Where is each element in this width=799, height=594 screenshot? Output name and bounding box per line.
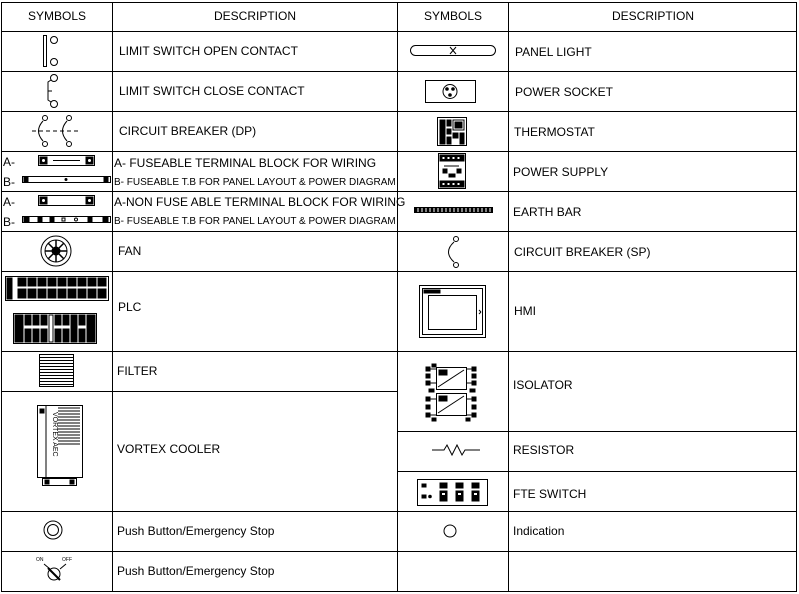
power-supply-icon bbox=[437, 152, 469, 190]
plc-icon bbox=[3, 274, 111, 349]
desc-filter: FILTER bbox=[117, 364, 158, 378]
desc-limit-switch-open: LIMIT SWITCH OPEN CONTACT bbox=[119, 44, 298, 58]
symbol-tag-a-2: A- bbox=[3, 195, 15, 209]
desc-resistor: RESISTOR bbox=[513, 443, 575, 457]
desc-limit-switch-close: LIMIT SWITCH CLOSE CONTACT bbox=[119, 84, 305, 98]
fte-switch-icon bbox=[416, 478, 490, 508]
desc-circuit-breaker-sp: CIRCUIT BREAKER (SP) bbox=[514, 245, 651, 259]
desc-power-socket: POWER SOCKET bbox=[515, 85, 614, 99]
header-symbols-right: SYMBOLS bbox=[423, 9, 483, 23]
vortex-cooler-icon bbox=[36, 404, 84, 488]
selector-switch-icon bbox=[28, 553, 82, 589]
filter-icon bbox=[38, 353, 76, 389]
desc-push-button-1: Push Button/Emergency Stop bbox=[117, 524, 275, 538]
hmi-icon bbox=[418, 284, 490, 340]
fan-icon bbox=[38, 235, 74, 269]
desc-nonfuse-tb-b: B- FUSEABLE T.B FOR PANEL LAYOUT & POWER DIAGRAM bbox=[114, 216, 396, 227]
desc-vortex-cooler: VORTEX COOLER bbox=[117, 442, 221, 456]
desc-earth-bar: EARTH BAR bbox=[513, 205, 582, 219]
desc-panel-light: PANEL LIGHT bbox=[515, 45, 592, 59]
desc-plc: PLC bbox=[118, 300, 142, 314]
desc-fuseable-tb-a: A- FUSEABLE TERMINAL BLOCK FOR WIRING bbox=[114, 156, 377, 170]
header-description-right: DESCRIPTION bbox=[611, 9, 694, 23]
selector-off-label: OFF bbox=[62, 557, 72, 563]
desc-fuseable-tb-b: B- FUSEABLE T.B FOR PANEL LAYOUT & POWER DIAGRAM bbox=[114, 177, 396, 188]
header-description-left: DESCRIPTION bbox=[213, 9, 296, 23]
power-socket-icon bbox=[424, 79, 478, 105]
limit-switch-close-icon bbox=[38, 73, 68, 109]
desc-push-button-2: Push Button/Emergency Stop bbox=[117, 564, 275, 578]
indication-lamp-icon bbox=[440, 521, 460, 541]
desc-power-supply: POWER SUPPLY bbox=[513, 165, 609, 179]
limit-switch-open-icon bbox=[38, 33, 68, 69]
header-symbols-left: SYMBOLS bbox=[27, 9, 87, 23]
push-button-icon bbox=[40, 517, 66, 543]
desc-isolator: ISOLATOR bbox=[513, 378, 573, 392]
desc-indication: Indication bbox=[513, 524, 565, 538]
thermostat-icon bbox=[436, 116, 470, 148]
symbol-tag-b-2: B- bbox=[3, 215, 15, 229]
desc-fan: FAN bbox=[118, 244, 142, 258]
panel-light-icon bbox=[408, 43, 498, 61]
earth-bar-icon bbox=[412, 204, 496, 216]
desc-nonfuse-tb-a: A-NON FUSE ABLE TERMINAL BLOCK FOR WIRING bbox=[114, 195, 406, 209]
desc-thermostat: THERMOSTAT bbox=[514, 125, 595, 139]
vortex-label: VORTEX AEC bbox=[51, 412, 58, 457]
non-fuseable-terminal-block-icon bbox=[18, 193, 112, 231]
desc-hmi: HMI bbox=[514, 304, 536, 318]
selector-on-label: ON bbox=[36, 557, 44, 563]
isolator-icon bbox=[424, 363, 480, 423]
circuit-breaker-dp-icon bbox=[28, 113, 84, 149]
circuit-breaker-sp-icon bbox=[438, 234, 468, 270]
desc-circuit-breaker-dp: CIRCUIT BREAKER (DP) bbox=[119, 124, 257, 138]
symbol-tag-a: A- bbox=[3, 155, 15, 169]
resistor-icon bbox=[430, 441, 482, 459]
desc-fte-switch: FTE SWITCH bbox=[513, 487, 587, 501]
fuseable-terminal-block-icon bbox=[18, 153, 112, 191]
symbol-tag-b: B- bbox=[3, 175, 15, 189]
